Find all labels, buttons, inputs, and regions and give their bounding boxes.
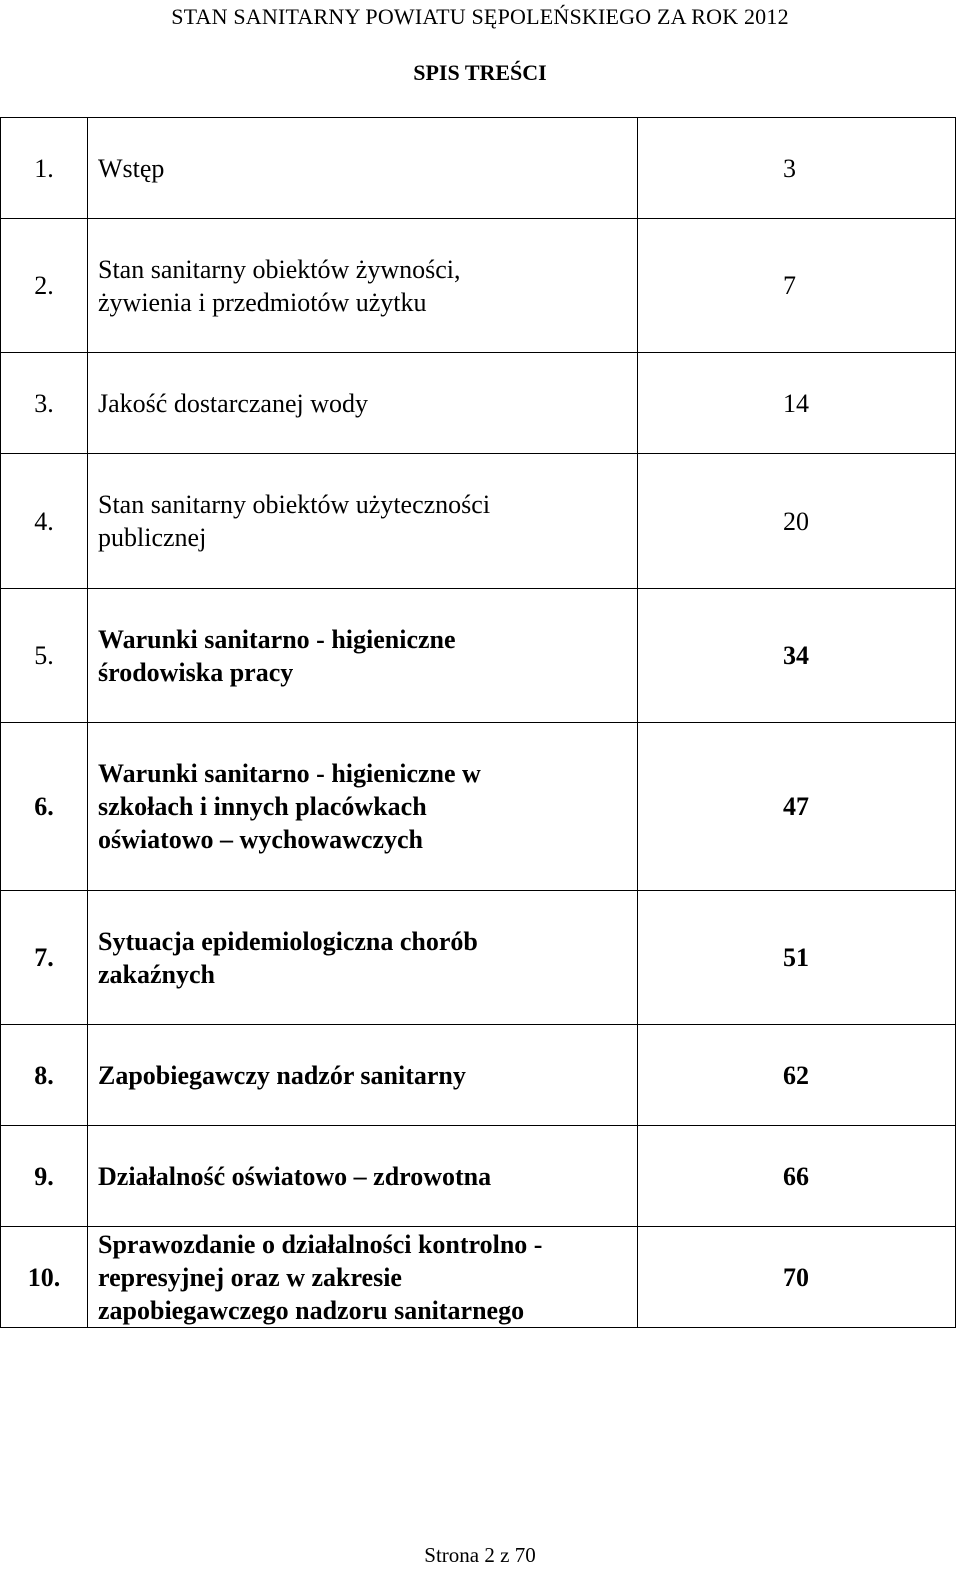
toc-heading: SPIS TREŚCI [413, 60, 547, 85]
document-header: STAN SANITARNY POWIATU SĘPOLEŃSKIEGO ZA ROK 2012 [171, 4, 789, 29]
toc-number: 2. [1, 219, 88, 353]
toc-row[interactable] [1, 1227, 956, 1328]
toc-title[interactable] [88, 1227, 638, 1328]
toc-title-text: Stan sanitarny obiektów żywności, żywienia i przedmiotów użytku [98, 254, 461, 317]
toc-title[interactable]: Działalność oświatowo – zdrowotna [88, 1126, 638, 1227]
toc-title-text: Warunki sanitarno - higieniczne w szkołach i innych placówkach oświatowo – wychowawczych [98, 759, 481, 854]
toc-page: 66 [638, 1126, 956, 1227]
toc-title[interactable] [88, 454, 638, 589]
toc-title[interactable] [88, 891, 638, 1025]
toc-title[interactable] [88, 723, 638, 891]
toc-title-text: Sytuacja epidemiologiczna chorób zakaźnych [98, 926, 478, 989]
toc-page: 7 [638, 219, 956, 353]
toc-page: 47 [638, 723, 956, 891]
toc-number: 8. [1, 1025, 88, 1126]
toc-title[interactable]: Wstęp [88, 118, 638, 219]
toc-number: 9. [1, 1126, 88, 1227]
toc-row[interactable] [1, 219, 956, 353]
toc-page: 20 [638, 454, 956, 589]
toc-number: 6. [1, 723, 88, 891]
toc-title-text: Warunki sanitarno - higieniczne środowiska pracy [98, 624, 456, 687]
page-footer: Strona 2 z 70 [424, 1543, 536, 1567]
toc-table [0, 117, 956, 1328]
toc-number: 4. [1, 454, 88, 589]
toc-title[interactable]: Jakość dostarczanej wody [88, 353, 638, 454]
toc-row[interactable] [1, 353, 956, 454]
toc-page: 62 [638, 1025, 956, 1126]
toc-page: 3 [638, 118, 956, 219]
toc-number: 10. [1, 1227, 88, 1328]
toc-title[interactable]: Zapobiegawczy nadzór sanitarny [88, 1025, 638, 1126]
toc-title[interactable] [88, 219, 638, 353]
toc-page: 14 [638, 353, 956, 454]
toc-row[interactable] [1, 723, 956, 891]
toc-number: 5. [1, 589, 88, 723]
toc-row[interactable] [1, 589, 956, 723]
toc-row[interactable] [1, 454, 956, 589]
toc-row[interactable] [1, 118, 956, 219]
toc-row[interactable] [1, 1025, 956, 1126]
toc-number: 1. [1, 118, 88, 219]
toc-page: 51 [638, 891, 956, 1025]
toc-title-text: Stan sanitarny obiektów użyteczności publicznej [98, 490, 491, 552]
toc-row[interactable] [1, 1126, 956, 1227]
toc-title[interactable] [88, 589, 638, 723]
toc-number: 7. [1, 891, 88, 1025]
toc-row[interactable] [1, 891, 956, 1025]
toc-number: 3. [1, 353, 88, 454]
toc-page: 70 [638, 1227, 956, 1328]
toc-title-text: Sprawozdanie o działalności kontrolno - represyjnej oraz w zakresie zapobiegawczego nadzoru sanitarnego [98, 1229, 543, 1325]
toc-page: 34 [638, 589, 956, 723]
